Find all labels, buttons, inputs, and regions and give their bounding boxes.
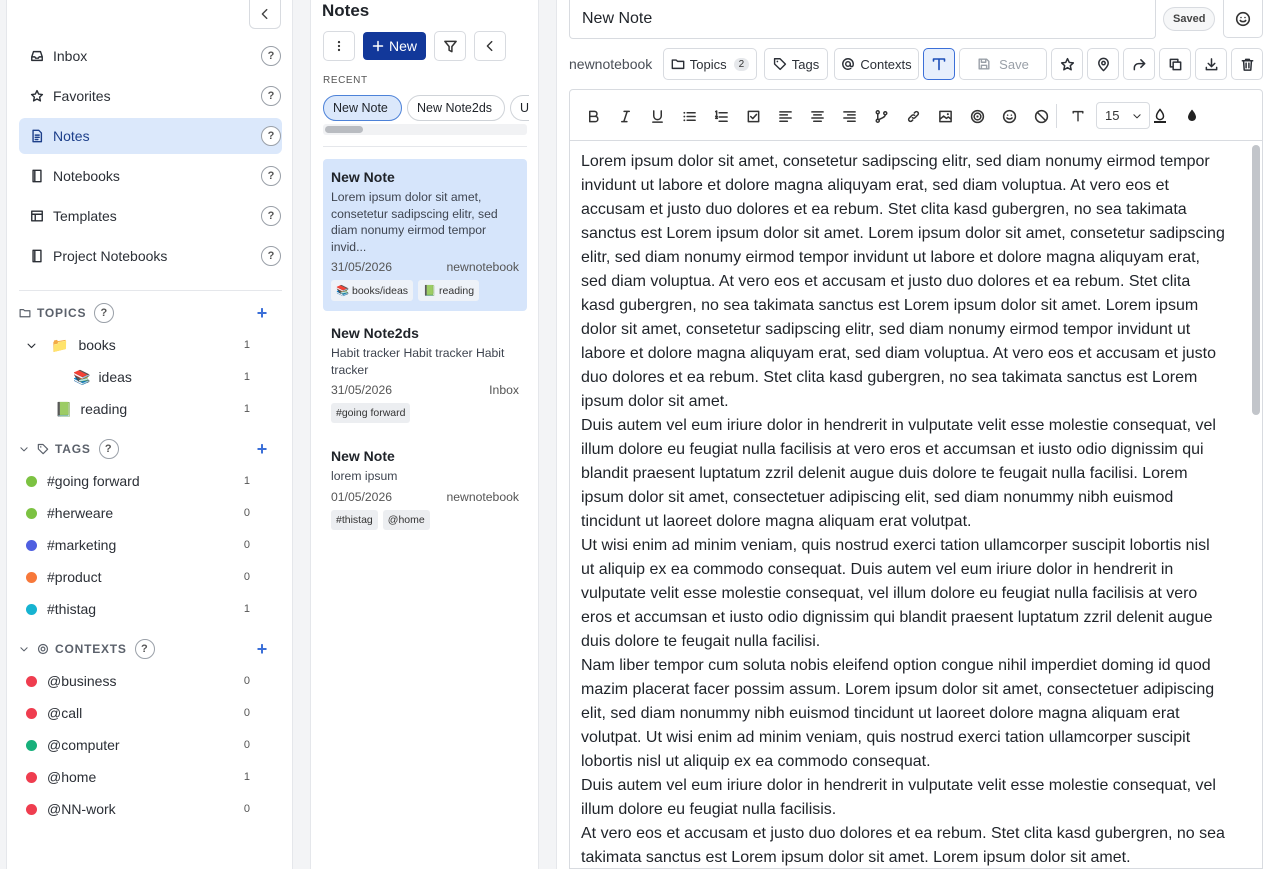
note-card-preview: Lorem ipsum dolor sit amet, consetetur sadipscing elitr, sed diam nonumy eirmod tempor invid... — [331, 190, 498, 254]
chevron-left-icon — [258, 7, 272, 21]
chevron-down-icon — [26, 340, 37, 351]
notebook-icon — [30, 169, 44, 183]
tags-button[interactable] — [764, 48, 828, 80]
help-icon[interactable]: ? — [94, 303, 114, 323]
note-card-tag[interactable]: 📚 books/ideas — [331, 280, 413, 301]
font-size-icon-wrap — [1068, 106, 1088, 126]
context-item[interactable] — [19, 667, 282, 695]
forward-icon — [1132, 57, 1147, 72]
topic-emoji: 📁 — [51, 336, 69, 353]
note-card-title: New Note2ds — [331, 325, 419, 341]
git-branch-icon — [874, 109, 889, 124]
collapse-sidebar-button[interactable] — [249, 0, 281, 29]
recent-scrollbar[interactable] — [323, 124, 527, 135]
tag-count: 0 — [243, 571, 250, 583]
contexts-button[interactable] — [834, 48, 919, 80]
add-tag-button[interactable]: + — [256, 439, 268, 459]
nav-notes[interactable] — [19, 118, 282, 154]
tag-item[interactable] — [19, 563, 282, 591]
context-label: @call — [47, 705, 83, 721]
share-button[interactable] — [1123, 48, 1155, 80]
tag-color-dot — [26, 572, 37, 583]
italic-icon — [618, 109, 633, 124]
add-topic-button[interactable]: + — [256, 303, 268, 323]
highlight-color-icon — [1184, 108, 1200, 124]
save-button-label: Save — [999, 56, 1029, 72]
help-icon[interactable]: ? — [135, 639, 155, 659]
content-paragraph: Nam liber tempor cum soluta nobis eleifend option congue nihil imperdiet doming id quod mazim placerat facer possim assum. Lorem ipsum dolor sit amet, consectetuer adipiscing elit, sed diam nonummy nibh euismod tincidunt ut laoreet dolore magna aliquam erat volutpat. Ut wisi enim ad minim veniam, quis nostrud exerci tation ullamcorper suscipit lobortis nisl ut aliquip ex ea commodo consequat. — [581, 657, 1215, 770]
smiley-icon — [1235, 11, 1251, 27]
chevron-left-icon — [483, 39, 497, 53]
underline-button[interactable] — [647, 106, 667, 126]
tag-label: #herweare — [47, 505, 114, 521]
context-item[interactable] — [19, 763, 282, 791]
help-icon[interactable]: ? — [261, 126, 281, 146]
tag-label: #going forward — [47, 473, 140, 489]
content-paragraph: Lorem ipsum dolor sit amet, consetetur sadipscing elitr, sed diam nonumy eirmod tempor invidunt ut labore et dolore magna aliquyam erat, sed diam voluptua. At vero eos et accusam et justo duo dolores et ea rebum. Stet clita kasd gubergren, no sea takimata sanctus est Lorem ipsum dolor sit amet. Lorem ipsum dolor sit amet, consetetur sadipscing elitr, sed diam nonumy eirmod tempor invidunt ut labore et dolore magna aliquyam erat, sed diam voluptua. At vero eos et accusam et justo duo dolores et ea rebum. Stet clita kasd gubergren, no sea takimata sanctus est Lorem ipsum dolor sit amet. Lorem ipsum dolor sit amet, consetetur sadipscing elitr, sed diam nonumy eirmod tempor invidunt ut labore et dolore magna aliquyam erat, sed diam voluptua. At vero eos et accusam et justo duo dolores et ea rebum. Stet clita kasd gubergren, no sea takimata sanctus est Lorem ipsum dolor sit amet. — [581, 153, 1225, 410]
note-card-title: New Note — [331, 169, 395, 185]
chevron-down-icon — [19, 644, 29, 654]
context-color-dot — [26, 772, 37, 783]
topic-item-reading[interactable] — [19, 395, 282, 423]
topic-count: 1 — [243, 403, 250, 415]
checklist-button[interactable] — [743, 106, 763, 126]
numbered-list-icon — [714, 109, 729, 124]
notebook-selector[interactable]: newnotebook — [569, 56, 653, 72]
recent-chip[interactable]: New Note2ds — [407, 95, 505, 121]
star-icon — [30, 89, 44, 103]
italic-button[interactable] — [615, 106, 635, 126]
note-card-date: 31/05/2026 — [331, 260, 392, 274]
tags-header[interactable] — [19, 439, 282, 459]
align-center-icon — [810, 109, 825, 124]
note-card-tag[interactable]: @home — [383, 510, 430, 530]
recent-chip[interactable]: New Note — [323, 95, 402, 121]
tag-count: 1 — [243, 475, 250, 487]
chevron-down-icon — [1132, 111, 1142, 121]
context-label: @computer — [47, 737, 120, 753]
font-size-icon — [1071, 109, 1085, 123]
contexts-label: CONTEXTS — [55, 642, 127, 656]
bullet-list-button[interactable] — [679, 106, 699, 126]
chevron-down-icon — [19, 444, 29, 454]
recent-label: RECENT — [323, 75, 368, 86]
more-vertical-icon — [332, 39, 346, 53]
filter-icon — [443, 39, 458, 54]
nav-label: Favorites — [53, 88, 111, 104]
topics-button-label: Topics — [689, 56, 727, 72]
context-count: 0 — [243, 739, 250, 751]
emoji-insert-button[interactable] — [999, 106, 1019, 126]
duplicate-button[interactable] — [1159, 48, 1191, 80]
pin-button[interactable] — [1087, 48, 1119, 80]
nav-label: Project Notebooks — [53, 248, 168, 264]
at-icon — [841, 57, 855, 71]
download-button[interactable] — [1195, 48, 1227, 80]
note-content[interactable] — [570, 141, 1262, 869]
topic-label: ideas — [98, 369, 132, 385]
topic-emoji: 📗 — [55, 400, 73, 417]
tags-button-label: Tags — [791, 56, 820, 72]
add-context-button[interactable]: + — [256, 639, 268, 659]
context-item[interactable] — [19, 699, 282, 727]
font-size-select[interactable] — [1096, 102, 1150, 129]
context-count: 0 — [243, 707, 250, 719]
divider — [19, 290, 282, 291]
tags-label: TAGS — [55, 442, 91, 456]
note-card-tag[interactable]: 📗 reading — [418, 280, 479, 301]
copy-icon — [1168, 57, 1183, 72]
content-paragraph: Duis autem vel eum iriure dolor in hendrerit in vulputate velit esse molestie consequat, vel illum dolore eu feugiat nulla facilisis at vero eros et accumsan et iusto odio dignissim qui blandit praesent luptatum zzril delenit augue duis dolore te feugait nulla facilisi. Lorem ipsum dolor sit amet, consectetuer adipiscing elit, sed diam nonummy nibh euismod tincidunt ut laoreet dolore magna aliquam erat volutpat. — [581, 417, 1216, 530]
tag-icon — [773, 57, 787, 71]
link-button[interactable] — [903, 106, 923, 126]
tag-color-dot — [26, 508, 37, 519]
text-color-icon — [1152, 108, 1168, 124]
formatting-toolbar — [569, 89, 1263, 141]
star-icon — [1060, 57, 1075, 72]
align-left-icon — [778, 109, 793, 124]
content-paragraph: Ut wisi enim ad minim veniam, quis nostrud exerci tation ullamcorper suscipit lobortis nisl ut aliquip ex ea commodo consequat. Duis autem vel eum iriure dolor in hendrerit in vulputate velit esse molestie consequat, vel illum dolore eu feugiat nulla facilisis at vero eros et accumsan et iusto odio dignissim qui blandit praesent luptatum zzril delenit augue duis dolore te feugait nulla facilisi. — [581, 537, 1213, 650]
content-paragraph: At vero eos et accusam et justo duo dolores et ea rebum. Stet clita kasd gubergren, no sea takimata sanctus est Lorem ipsum dolor sit amet. Lorem ipsum dolor sit amet. — [581, 825, 1225, 866]
tag-item[interactable] — [19, 499, 282, 527]
note-card-notebook: Inbox — [489, 383, 519, 397]
save-button[interactable] — [959, 48, 1047, 80]
recent-chip[interactable]: U — [510, 95, 529, 121]
topic-emoji: 📚 — [73, 368, 91, 385]
notes-panel — [310, 0, 539, 869]
topics-count-badge: 2 — [734, 58, 750, 71]
more-options-button[interactable] — [323, 31, 355, 61]
target-icon — [970, 109, 985, 124]
topic-item-books[interactable] — [19, 331, 282, 359]
note-card-title: New Note — [331, 448, 395, 464]
download-icon — [1204, 57, 1219, 72]
trash-icon — [1240, 57, 1255, 72]
favorite-button[interactable] — [1051, 48, 1083, 80]
filter-button[interactable] — [434, 31, 466, 61]
text-format-toggle[interactable] — [923, 48, 955, 80]
context-item[interactable] — [19, 795, 282, 823]
bold-button[interactable] — [583, 106, 603, 126]
new-note-label: New — [388, 38, 417, 54]
divider — [323, 146, 527, 147]
template-icon — [30, 209, 44, 223]
nav-label: Templates — [53, 208, 117, 224]
note-content-area[interactable] — [569, 141, 1263, 869]
context-color-dot — [26, 676, 37, 687]
nav-label: Notebooks — [53, 168, 120, 184]
context-label: @NN-work — [47, 801, 116, 817]
topic-label: books — [78, 337, 116, 353]
nav-label: Notes — [53, 128, 90, 144]
topics-label: TOPICS — [37, 306, 87, 320]
align-right-icon — [842, 109, 857, 124]
inbox-icon — [30, 49, 44, 63]
help-icon[interactable]: ? — [261, 166, 281, 186]
scrollbar-thumb[interactable] — [325, 126, 363, 133]
nav-favorites[interactable] — [19, 78, 282, 114]
content-paragraph: Duis autem vel eum iriure dolor in hendrerit in vulputate velit esse molestie consequat, vel illum dolore eu feugiat nulla facilisis. — [581, 777, 1216, 818]
context-color-dot — [26, 708, 37, 719]
note-card[interactable] — [323, 159, 527, 311]
editor — [556, 0, 1276, 869]
nav-label: Inbox — [53, 48, 88, 64]
tag-color-dot — [26, 540, 37, 551]
topics-button[interactable] — [663, 48, 757, 80]
note-card-tag[interactable]: #thistag — [331, 510, 378, 530]
help-icon[interactable]: ? — [261, 86, 281, 106]
bold-icon — [586, 109, 601, 124]
align-center-button[interactable] — [807, 106, 827, 126]
contexts-button-label: Contexts — [860, 56, 912, 72]
tag-color-dot — [26, 604, 37, 615]
context-color-dot — [26, 740, 37, 751]
tag-count: 0 — [243, 507, 250, 519]
context-color-dot — [26, 804, 37, 815]
checkbox-icon — [746, 109, 761, 124]
note-title-input[interactable] — [569, 0, 1156, 39]
tag-count: 1 — [243, 603, 250, 615]
tag-item[interactable] — [19, 467, 282, 495]
clear-format-button[interactable] — [1031, 106, 1051, 126]
note-card-notebook: newnotebook — [446, 489, 519, 504]
note-card[interactable] — [323, 438, 527, 538]
context-item[interactable] — [19, 731, 282, 759]
tag-icon — [37, 443, 49, 455]
text-format-icon — [931, 56, 947, 72]
context-count: 1 — [243, 771, 250, 783]
tag-label: #marketing — [47, 537, 117, 553]
nav-templates[interactable] — [19, 198, 282, 234]
bullet-list-icon — [682, 109, 697, 124]
topic-count: 1 — [243, 371, 250, 383]
folder-icon — [671, 57, 685, 71]
plus-icon — [372, 40, 384, 52]
note-card-notebook: newnotebook — [446, 260, 519, 274]
help-icon[interactable]: ? — [261, 206, 281, 226]
map-pin-icon — [1096, 57, 1111, 72]
content-scrollbar[interactable] — [1251, 145, 1260, 865]
new-note-button[interactable] — [363, 32, 426, 60]
tag-color-dot — [26, 476, 37, 487]
align-left-button[interactable] — [775, 106, 795, 126]
underline-icon — [650, 109, 665, 124]
sidebar — [6, 0, 293, 869]
contexts-header[interactable] — [19, 639, 282, 659]
toolbar-separator — [1056, 104, 1057, 128]
smiley-icon — [1002, 109, 1017, 124]
block-icon — [1034, 109, 1049, 124]
nav-inbox[interactable] — [19, 38, 282, 74]
image-button[interactable] — [935, 106, 955, 126]
saved-status-badge: Saved — [1163, 7, 1215, 31]
tag-label: #thistag — [47, 601, 97, 617]
folder-icon — [19, 307, 31, 319]
topic-label: reading — [80, 401, 128, 417]
text-color-button[interactable] — [1150, 106, 1170, 126]
context-count: 0 — [243, 803, 250, 815]
tag-item[interactable] — [19, 595, 282, 623]
emoji-button[interactable] — [1223, 0, 1263, 38]
help-icon[interactable]: ? — [99, 439, 119, 459]
note-card-preview: Habit tracker Habit tracker Habit tracker — [331, 346, 505, 377]
notebook-icon — [30, 249, 44, 263]
topic-count: 1 — [243, 339, 250, 351]
help-icon[interactable]: ? — [261, 246, 281, 266]
nav-notebooks[interactable] — [19, 158, 282, 194]
topics-header[interactable] — [19, 303, 282, 323]
note-card-date: 01/05/2026 — [331, 489, 392, 504]
help-icon[interactable]: ? — [261, 46, 281, 66]
link-icon — [906, 109, 921, 124]
nav-project-notebooks[interactable] — [19, 238, 282, 274]
context-label: @business — [47, 673, 117, 689]
context-label: @home — [47, 769, 97, 785]
note-card[interactable] — [323, 315, 527, 433]
target-button[interactable] — [967, 106, 987, 126]
note-card-preview: lorem ipsum — [331, 469, 398, 483]
scrollbar-thumb[interactable] — [1252, 145, 1260, 415]
note-card-date: 31/05/2026 — [331, 383, 392, 397]
topic-item-ideas[interactable] — [19, 363, 282, 391]
image-icon — [938, 109, 953, 124]
collapse-list-button[interactable] — [474, 31, 506, 61]
save-icon — [977, 57, 991, 71]
branch-button[interactable] — [871, 106, 891, 126]
target-icon — [37, 643, 49, 655]
notes-title: Notes — [322, 1, 370, 20]
tag-item[interactable] — [19, 531, 282, 559]
delete-button[interactable] — [1231, 48, 1263, 80]
align-right-button[interactable] — [839, 106, 859, 126]
note-icon — [30, 129, 44, 143]
font-size-value: 15 — [1105, 108, 1120, 123]
highlight-color-button[interactable] — [1182, 106, 1202, 126]
numbered-list-button[interactable] — [711, 106, 731, 126]
tag-label: #product — [47, 569, 102, 585]
note-card-tag[interactable]: #going forward — [331, 403, 410, 423]
context-count: 0 — [243, 675, 250, 687]
tag-count: 0 — [243, 539, 250, 551]
